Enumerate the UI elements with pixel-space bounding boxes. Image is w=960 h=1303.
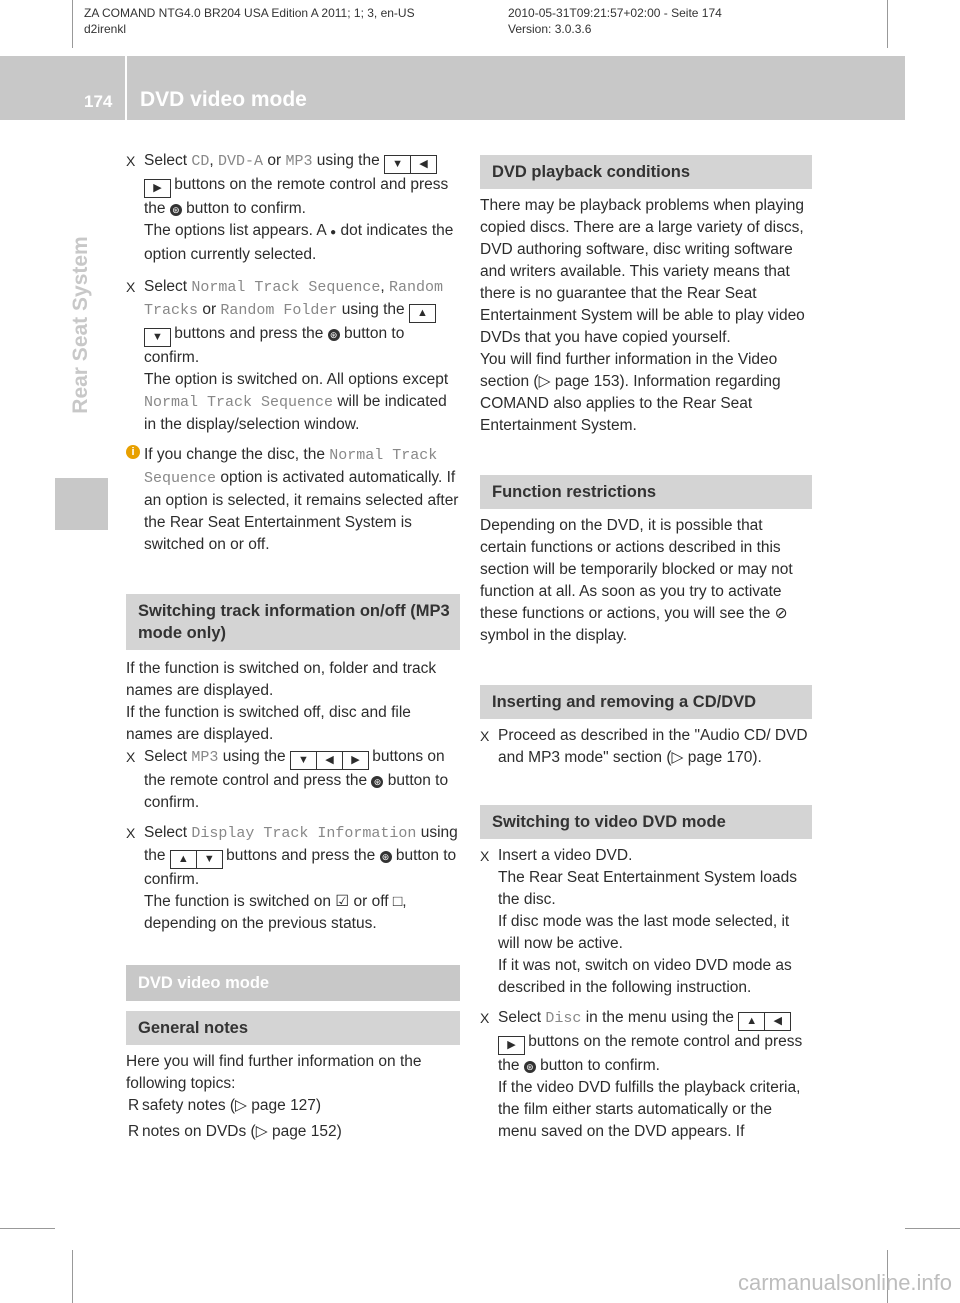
side-tab-marker: [55, 478, 108, 530]
print-meta-left: [84, 5, 415, 37]
side-tab-label: Rear Seat System: [69, 236, 92, 414]
down-button-icon: ▼: [144, 328, 171, 347]
page-ref-arrow-icon: ▷: [671, 749, 684, 766]
prohibited-icon: ⊘: [774, 605, 788, 622]
paragraph: Depending on the DVD, it is possible that certain functions or actions described in this section will be temporarily blocked or may not function at all. As soon as you try to activate these functions or actions, you will see the ⊘ symbol in the display.: [480, 517, 793, 644]
ok-button-icon: ⊛: [371, 776, 383, 788]
step-arrow-icon: X: [126, 279, 136, 295]
info-note: i If you change the disc, the Normal Track Sequence option is activated automatically. If an option is selected, it remains selected after the Rear Seat Entertainment System is switched on or off.: [126, 444, 460, 556]
crop-mark: [72, 1250, 73, 1303]
bullet-icon: R: [128, 1097, 140, 1114]
down-button-icon: ▼: [196, 850, 223, 869]
ok-button-icon: ⊛: [328, 329, 340, 341]
heading-function-restrictions: Function restrictions: [480, 475, 812, 509]
left-button-icon: ◀: [316, 751, 343, 770]
up-button-icon: ▲: [409, 304, 436, 323]
page-ref-arrow-icon: ▷: [255, 1123, 268, 1140]
crop-mark: [905, 1228, 960, 1229]
step-select-mp3: X Select MP3 using the ▼ ◀ ▶ buttons on the remote control and press the ⊛ button to confirm.: [126, 748, 449, 811]
down-button-icon: ▼: [384, 155, 411, 174]
header-divider: [125, 56, 127, 120]
step-arrow-icon: X: [126, 153, 136, 169]
meta-line1-left: ZA COMAND NTG4.0 BR204 USA Edition A 2011; 1; 3, en-US: [84, 6, 415, 20]
left-button-icon: ◀: [764, 1012, 791, 1031]
up-button-icon: ▲: [738, 1012, 765, 1031]
print-meta-right: [508, 5, 722, 37]
up-button-icon: ▲: [170, 850, 197, 869]
step-proceed: X Proceed as described in the "Audio CD/ DVD and MP3 mode" section (▷ page 170).: [480, 727, 808, 766]
paragraph: You will find further information in the Video section (▷ page 153). Information regarding COMAND also applies to the Rear Seat Entertainment System.: [480, 351, 781, 434]
bullet-icon: R: [128, 1123, 140, 1140]
info-icon: i: [126, 445, 140, 459]
paragraph: There may be playback problems when playing copied discs. There are a large variety of discs, DVD authoring software, disc writing software and writers available. This variety means that there is no guarantee that the Rear Seat Entertainment System will be able to play video DVDs that you have copied yourself.: [480, 197, 805, 346]
step-arrow-icon: X: [126, 749, 136, 765]
heading-general-notes: General notes: [126, 1011, 460, 1045]
ok-button-icon: ⊛: [524, 1061, 536, 1073]
right-button-icon: ▶: [342, 751, 369, 770]
crop-mark: [887, 0, 888, 48]
heading-dvd-video-mode: DVD video mode: [126, 965, 460, 1001]
step-arrow-icon: X: [480, 728, 490, 744]
list-item: R notes on DVDs (▷ page 152): [126, 1121, 460, 1143]
checked-box-icon: ☑: [335, 893, 350, 910]
meta-line2-left: d2irenkl: [84, 22, 127, 36]
side-tab: [55, 120, 108, 530]
right-button-icon: ▶: [144, 179, 171, 198]
right-column: [480, 155, 812, 1151]
step-select-disc: X Select Disc in the menu using the ▲ ◀▶ buttons on the remote control and press the ⊛ button to confirm. If the video DVD fulfills the playback criteria, the film either starts automatically or the menu saved on the DVD appears. If: [480, 1009, 803, 1140]
step-select-display-track-info: X Select Display Track Information using the ▲ ▼ buttons and press the ⊛ button to confirm. The function is switched on ☑ or off □, depending on the previous status.: [126, 824, 458, 932]
paragraph: Here you will find further information on the following topics:: [126, 1053, 422, 1092]
crop-mark: [0, 1228, 55, 1229]
page-number: 174: [84, 92, 113, 111]
unchecked-box-icon: □: [392, 893, 403, 910]
crop-mark: [72, 0, 73, 48]
dot-icon: ●: [330, 227, 337, 238]
heading-playback-conditions: DVD playback conditions: [480, 155, 812, 189]
step-insert-dvd: X Insert a video DVD. The Rear Seat Entertainment System loads the disc. If disc mode was the last mode selected, it will now be active. If it was not, switch on video DVD mode as described in the following instruction.: [480, 847, 797, 996]
step-select-track-sequence: X Select Normal Track Sequence, Random Tracks or Random Folder using the ▲▼ buttons and press the ⊛ button to confirm. The option is switched on. All options except Normal Track Sequence will be indicated in the display/selection window.: [126, 278, 449, 433]
ok-button-icon: ⊛: [170, 204, 182, 216]
meta-line2-right: Version: 3.0.3.6: [508, 22, 592, 36]
step-arrow-icon: X: [480, 848, 490, 864]
ok-button-icon: ⊛: [380, 851, 392, 863]
heading-inserting-removing: Inserting and removing a CD/DVD: [480, 685, 812, 719]
watermark: carmanualsonline.info: [738, 1270, 953, 1295]
page-header-bar: [0, 56, 905, 120]
down-button-icon: ▼: [290, 751, 317, 770]
paragraph: If the function is switched on, folder and track names are displayed.: [126, 660, 437, 699]
list-item: R safety notes (▷ page 127): [126, 1095, 460, 1117]
heading-switching-track-info: Switching track information on/off (MP3 mode only): [126, 594, 460, 650]
meta-line1-right: 2010-05-31T09:21:57+02:00 - Seite 174: [508, 6, 722, 20]
page-ref-arrow-icon: ▷: [235, 1097, 247, 1114]
right-button-icon: ▶: [498, 1036, 525, 1055]
page-title: DVD video mode: [140, 88, 307, 111]
step-arrow-icon: X: [480, 1010, 490, 1026]
step-select-cd: X Select CD, DVD-A or MP3 using the ▼ ◀▶ buttons on the remote control and press the ⊛ button to confirm. The options list appears. A ● dot indicates the option currently selected.: [126, 152, 454, 263]
step-arrow-icon: X: [126, 825, 136, 841]
paragraph: If the function is switched off, disc and file names are displayed.: [126, 704, 411, 743]
left-button-icon: ◀: [410, 155, 437, 174]
left-column: [126, 150, 460, 1147]
heading-switching-to-video-dvd: Switching to video DVD mode: [480, 805, 812, 839]
page-ref-arrow-icon: ▷: [538, 373, 551, 390]
